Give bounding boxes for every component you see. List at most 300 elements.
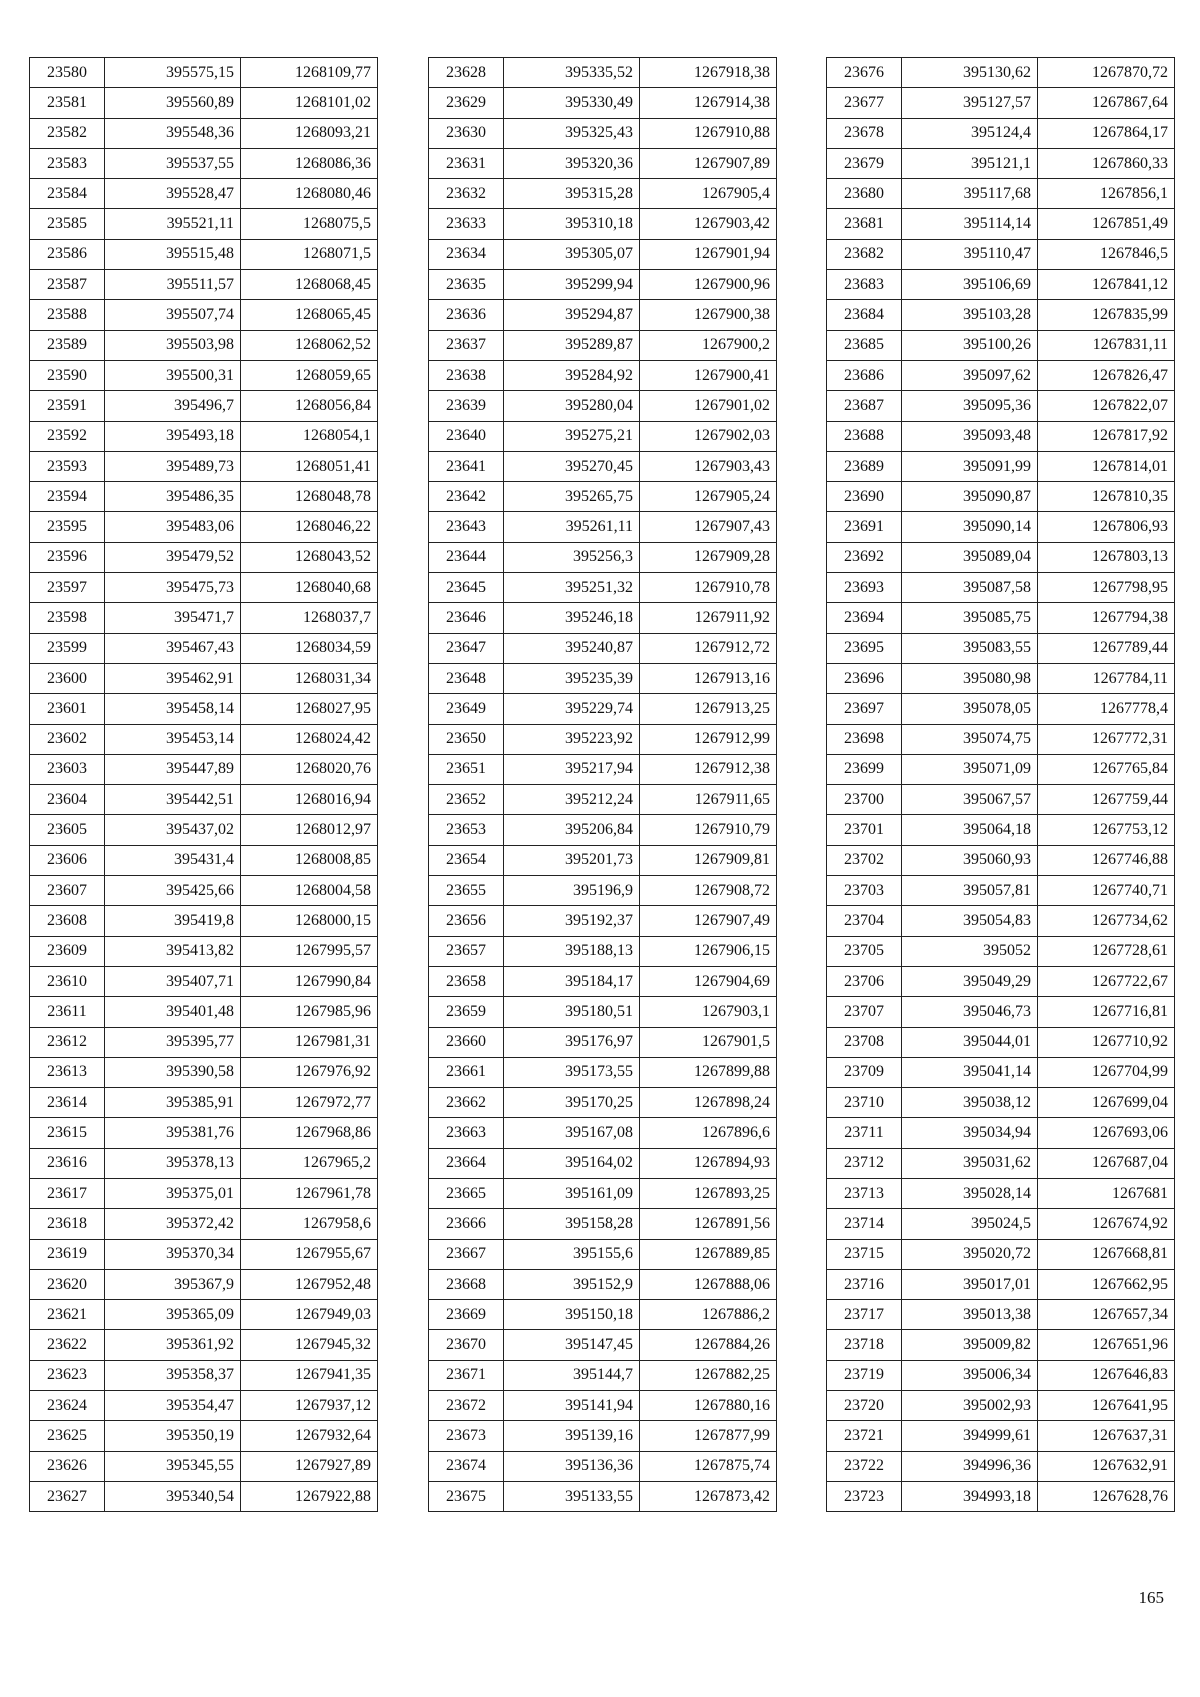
table-row <box>429 1118 777 1148</box>
y-coordinate-cell: 1267893,25 <box>640 1178 777 1208</box>
y-coordinate-cell: 1267699,04 <box>1038 1088 1175 1118</box>
y-coordinate-cell: 1267798,95 <box>1038 573 1175 603</box>
x-coordinate-cell: 395133,55 <box>504 1481 640 1511</box>
y-coordinate-cell: 1268016,94 <box>241 785 378 815</box>
y-coordinate-cell: 1268086,36 <box>241 148 378 178</box>
y-coordinate-cell: 1268080,46 <box>241 179 378 209</box>
table-row <box>429 1421 777 1451</box>
x-coordinate-cell: 395121,1 <box>902 148 1038 178</box>
point-id-cell: 23609 <box>30 936 105 966</box>
point-id-cell: 23590 <box>30 360 105 390</box>
point-id-cell: 23598 <box>30 603 105 633</box>
point-id-cell: 23695 <box>827 633 902 663</box>
x-coordinate-cell: 395413,82 <box>105 936 241 966</box>
point-id-cell: 23615 <box>30 1118 105 1148</box>
x-coordinate-cell: 395395,77 <box>105 1027 241 1057</box>
table-row <box>429 1391 777 1421</box>
x-coordinate-cell: 395378,13 <box>105 1148 241 1178</box>
table-row <box>827 1057 1175 1087</box>
point-id-cell: 23640 <box>429 421 504 451</box>
point-id-cell: 23629 <box>429 88 504 118</box>
table-row <box>429 1057 777 1087</box>
x-coordinate-cell: 395196,9 <box>504 876 640 906</box>
table-row <box>30 209 378 239</box>
x-coordinate-cell: 395437,02 <box>105 815 241 845</box>
y-coordinate-cell: 1267831,11 <box>1038 330 1175 360</box>
point-id-cell: 23659 <box>429 997 504 1027</box>
x-coordinate-cell: 395265,75 <box>504 482 640 512</box>
x-coordinate-cell: 395044,01 <box>902 1027 1038 1057</box>
y-coordinate-cell: 1268046,22 <box>241 512 378 542</box>
x-coordinate-cell: 395521,11 <box>105 209 241 239</box>
point-id-cell: 23581 <box>30 88 105 118</box>
y-coordinate-cell: 1267941,35 <box>241 1360 378 1390</box>
table-row <box>30 179 378 209</box>
point-id-cell: 23665 <box>429 1178 504 1208</box>
point-id-cell: 23622 <box>30 1330 105 1360</box>
x-coordinate-cell: 395475,73 <box>105 573 241 603</box>
table-row <box>429 876 777 906</box>
point-id-cell: 23694 <box>827 603 902 633</box>
table-row <box>827 330 1175 360</box>
y-coordinate-cell: 1267910,78 <box>640 573 777 603</box>
x-coordinate-cell: 395064,18 <box>902 815 1038 845</box>
table-row <box>827 724 1175 754</box>
point-id-cell: 23703 <box>827 876 902 906</box>
point-id-cell: 23647 <box>429 633 504 663</box>
coordinate-table-3 <box>826 57 1175 1512</box>
point-id-cell: 23708 <box>827 1027 902 1057</box>
point-id-cell: 23701 <box>827 815 902 845</box>
y-coordinate-cell: 1267668,81 <box>1038 1239 1175 1269</box>
point-id-cell: 23634 <box>429 239 504 269</box>
table-row <box>827 1118 1175 1148</box>
point-id-cell: 23679 <box>827 148 902 178</box>
y-coordinate-cell: 1267901,5 <box>640 1027 777 1057</box>
x-coordinate-cell: 395575,15 <box>105 58 241 88</box>
x-coordinate-cell: 395335,52 <box>504 58 640 88</box>
x-coordinate-cell: 395155,6 <box>504 1239 640 1269</box>
table-row <box>429 542 777 572</box>
y-coordinate-cell: 1267835,99 <box>1038 300 1175 330</box>
x-coordinate-cell: 395447,89 <box>105 754 241 784</box>
table-row <box>30 1057 378 1087</box>
table-row <box>827 239 1175 269</box>
x-coordinate-cell: 395052 <box>902 936 1038 966</box>
point-id-cell: 23584 <box>30 179 105 209</box>
table-row <box>30 1300 378 1330</box>
point-id-cell: 23673 <box>429 1421 504 1451</box>
x-coordinate-cell: 395489,73 <box>105 451 241 481</box>
table-row <box>827 1088 1175 1118</box>
point-id-cell: 23722 <box>827 1451 902 1481</box>
x-coordinate-cell: 395054,83 <box>902 906 1038 936</box>
x-coordinate-cell: 395074,75 <box>902 724 1038 754</box>
y-coordinate-cell: 1267912,38 <box>640 754 777 784</box>
point-id-cell: 23599 <box>30 633 105 663</box>
table-row <box>30 88 378 118</box>
table-row <box>30 906 378 936</box>
y-coordinate-cell: 1268034,59 <box>241 633 378 663</box>
x-coordinate-cell: 395361,92 <box>105 1330 241 1360</box>
x-coordinate-cell: 395548,36 <box>105 118 241 148</box>
x-coordinate-cell: 395176,97 <box>504 1027 640 1057</box>
point-id-cell: 23676 <box>827 58 902 88</box>
point-id-cell: 23678 <box>827 118 902 148</box>
y-coordinate-cell: 1268004,58 <box>241 876 378 906</box>
point-id-cell: 23614 <box>30 1088 105 1118</box>
y-coordinate-cell: 1267710,92 <box>1038 1027 1175 1057</box>
point-id-cell: 23653 <box>429 815 504 845</box>
y-coordinate-cell: 1267789,44 <box>1038 633 1175 663</box>
table-row <box>429 573 777 603</box>
y-coordinate-cell: 1268056,84 <box>241 391 378 421</box>
table-row <box>827 148 1175 178</box>
point-id-cell: 23707 <box>827 997 902 1027</box>
y-coordinate-cell: 1268027,95 <box>241 694 378 724</box>
table-row <box>429 1027 777 1057</box>
y-coordinate-cell: 1268059,65 <box>241 360 378 390</box>
point-id-cell: 23718 <box>827 1330 902 1360</box>
x-coordinate-cell: 395049,29 <box>902 966 1038 996</box>
table-row <box>30 966 378 996</box>
table-row <box>30 360 378 390</box>
x-coordinate-cell: 395467,43 <box>105 633 241 663</box>
point-id-cell: 23587 <box>30 270 105 300</box>
y-coordinate-cell: 1267817,92 <box>1038 421 1175 451</box>
x-coordinate-cell: 395280,04 <box>504 391 640 421</box>
table-row <box>429 1239 777 1269</box>
y-coordinate-cell: 1267877,99 <box>640 1421 777 1451</box>
x-coordinate-cell: 395294,87 <box>504 300 640 330</box>
table-row <box>429 724 777 754</box>
table-row <box>429 936 777 966</box>
point-id-cell: 23643 <box>429 512 504 542</box>
x-coordinate-cell: 395381,76 <box>105 1118 241 1148</box>
x-coordinate-cell: 395479,52 <box>105 542 241 572</box>
x-coordinate-cell: 395365,09 <box>105 1300 241 1330</box>
x-coordinate-cell: 395184,17 <box>504 966 640 996</box>
x-coordinate-cell: 395496,7 <box>105 391 241 421</box>
y-coordinate-cell: 1267759,44 <box>1038 785 1175 815</box>
table-row <box>827 633 1175 663</box>
table-row <box>30 239 378 269</box>
point-id-cell: 23636 <box>429 300 504 330</box>
point-id-cell: 23654 <box>429 845 504 875</box>
x-coordinate-cell: 395057,81 <box>902 876 1038 906</box>
y-coordinate-cell: 1267841,12 <box>1038 270 1175 300</box>
point-id-cell: 23639 <box>429 391 504 421</box>
x-coordinate-cell: 395114,14 <box>902 209 1038 239</box>
point-id-cell: 23683 <box>827 270 902 300</box>
y-coordinate-cell: 1267907,49 <box>640 906 777 936</box>
y-coordinate-cell: 1267911,65 <box>640 785 777 815</box>
table-row <box>827 451 1175 481</box>
x-coordinate-cell: 395173,55 <box>504 1057 640 1087</box>
point-id-cell: 23591 <box>30 391 105 421</box>
y-coordinate-cell: 1267909,81 <box>640 845 777 875</box>
point-id-cell: 23650 <box>429 724 504 754</box>
y-coordinate-cell: 1268068,45 <box>241 270 378 300</box>
table-row <box>827 694 1175 724</box>
x-coordinate-cell: 395164,02 <box>504 1148 640 1178</box>
table-row <box>429 966 777 996</box>
x-coordinate-cell: 395330,49 <box>504 88 640 118</box>
y-coordinate-cell: 1267662,95 <box>1038 1269 1175 1299</box>
x-coordinate-cell: 395087,58 <box>902 573 1038 603</box>
table-row <box>429 300 777 330</box>
table-row <box>30 58 378 88</box>
y-coordinate-cell: 1267932,64 <box>241 1421 378 1451</box>
x-coordinate-cell: 395305,07 <box>504 239 640 269</box>
x-coordinate-cell: 395067,57 <box>902 785 1038 815</box>
point-id-cell: 23649 <box>429 694 504 724</box>
x-coordinate-cell: 395528,47 <box>105 179 241 209</box>
x-coordinate-cell: 395002,93 <box>902 1391 1038 1421</box>
x-coordinate-cell: 395493,18 <box>105 421 241 451</box>
y-coordinate-cell: 1267826,47 <box>1038 360 1175 390</box>
point-id-cell: 23611 <box>30 997 105 1027</box>
table-row <box>429 1300 777 1330</box>
table-row <box>827 1300 1175 1330</box>
x-coordinate-cell: 395139,16 <box>504 1421 640 1451</box>
point-id-cell: 23688 <box>827 421 902 451</box>
x-coordinate-cell: 395390,58 <box>105 1057 241 1087</box>
point-id-cell: 23582 <box>30 118 105 148</box>
point-id-cell: 23605 <box>30 815 105 845</box>
x-coordinate-cell: 395206,84 <box>504 815 640 845</box>
x-coordinate-cell: 395537,55 <box>105 148 241 178</box>
table-row <box>30 1118 378 1148</box>
point-id-cell: 23593 <box>30 451 105 481</box>
y-coordinate-cell: 1267657,34 <box>1038 1300 1175 1330</box>
point-id-cell: 23661 <box>429 1057 504 1087</box>
x-coordinate-cell: 395009,82 <box>902 1330 1038 1360</box>
y-coordinate-cell: 1268031,34 <box>241 663 378 693</box>
x-coordinate-cell: 395486,35 <box>105 482 241 512</box>
y-coordinate-cell: 1268071,5 <box>241 239 378 269</box>
table-row <box>429 148 777 178</box>
x-coordinate-cell: 395130,62 <box>902 58 1038 88</box>
y-coordinate-cell: 1267922,88 <box>241 1481 378 1511</box>
y-coordinate-cell: 1267674,92 <box>1038 1209 1175 1239</box>
y-coordinate-cell: 1267889,85 <box>640 1239 777 1269</box>
x-coordinate-cell: 395147,45 <box>504 1330 640 1360</box>
table-row <box>827 1027 1175 1057</box>
y-coordinate-cell: 1267913,16 <box>640 663 777 693</box>
y-coordinate-cell: 1267903,43 <box>640 451 777 481</box>
table-row <box>429 118 777 148</box>
point-id-cell: 23709 <box>827 1057 902 1087</box>
x-coordinate-cell: 395090,87 <box>902 482 1038 512</box>
x-coordinate-cell: 395192,37 <box>504 906 640 936</box>
y-coordinate-cell: 1267900,96 <box>640 270 777 300</box>
point-id-cell: 23597 <box>30 573 105 603</box>
point-id-cell: 23662 <box>429 1088 504 1118</box>
x-coordinate-cell: 394996,36 <box>902 1451 1038 1481</box>
table-row <box>30 1209 378 1239</box>
x-coordinate-cell: 395320,36 <box>504 148 640 178</box>
x-coordinate-cell: 395100,26 <box>902 330 1038 360</box>
table-row <box>827 845 1175 875</box>
point-id-cell: 23583 <box>30 148 105 178</box>
point-id-cell: 23712 <box>827 1148 902 1178</box>
y-coordinate-cell: 1267864,17 <box>1038 118 1175 148</box>
table-row <box>30 1178 378 1208</box>
x-coordinate-cell: 395511,57 <box>105 270 241 300</box>
table-row <box>827 179 1175 209</box>
y-coordinate-cell: 1268037,7 <box>241 603 378 633</box>
table-row <box>30 997 378 1027</box>
point-id-cell: 23628 <box>429 58 504 88</box>
point-id-cell: 23603 <box>30 754 105 784</box>
table-row <box>30 512 378 542</box>
y-coordinate-cell: 1267740,71 <box>1038 876 1175 906</box>
table-row <box>827 1451 1175 1481</box>
x-coordinate-cell: 395425,66 <box>105 876 241 906</box>
table-row <box>30 1239 378 1269</box>
point-id-cell: 23656 <box>429 906 504 936</box>
y-coordinate-cell: 1267912,99 <box>640 724 777 754</box>
table-row <box>827 876 1175 906</box>
point-id-cell: 23700 <box>827 785 902 815</box>
x-coordinate-cell: 395483,06 <box>105 512 241 542</box>
x-coordinate-cell: 395144,7 <box>504 1360 640 1390</box>
x-coordinate-cell: 395261,11 <box>504 512 640 542</box>
point-id-cell: 23715 <box>827 1239 902 1269</box>
point-id-cell: 23719 <box>827 1360 902 1390</box>
y-coordinate-cell: 1267900,2 <box>640 330 777 360</box>
y-coordinate-cell: 1267990,84 <box>241 966 378 996</box>
point-id-cell: 23668 <box>429 1269 504 1299</box>
point-id-cell: 23651 <box>429 754 504 784</box>
x-coordinate-cell: 395503,98 <box>105 330 241 360</box>
table-row <box>827 1481 1175 1511</box>
point-id-cell: 23602 <box>30 724 105 754</box>
y-coordinate-cell: 1267687,04 <box>1038 1148 1175 1178</box>
y-coordinate-cell: 1268008,85 <box>241 845 378 875</box>
y-coordinate-cell: 1267894,93 <box>640 1148 777 1178</box>
point-id-cell: 23723 <box>827 1481 902 1511</box>
table-row <box>30 1481 378 1511</box>
x-coordinate-cell: 395407,71 <box>105 966 241 996</box>
y-coordinate-cell: 1268054,1 <box>241 421 378 451</box>
x-coordinate-cell: 395256,3 <box>504 542 640 572</box>
y-coordinate-cell: 1267995,57 <box>241 936 378 966</box>
point-id-cell: 23648 <box>429 663 504 693</box>
x-coordinate-cell: 395251,32 <box>504 573 640 603</box>
point-id-cell: 23670 <box>429 1330 504 1360</box>
y-coordinate-cell: 1267909,28 <box>640 542 777 572</box>
coordinate-table-1 <box>29 57 378 1512</box>
page-number: 165 <box>1138 1588 1164 1607</box>
y-coordinate-cell: 1267910,88 <box>640 118 777 148</box>
table-row <box>429 88 777 118</box>
y-coordinate-cell: 1267907,89 <box>640 148 777 178</box>
y-coordinate-cell: 1267918,38 <box>640 58 777 88</box>
x-coordinate-cell: 394999,61 <box>902 1421 1038 1451</box>
point-id-cell: 23621 <box>30 1300 105 1330</box>
table-row <box>30 663 378 693</box>
point-id-cell: 23613 <box>30 1057 105 1087</box>
x-coordinate-cell: 395453,14 <box>105 724 241 754</box>
x-coordinate-cell: 395315,28 <box>504 179 640 209</box>
point-id-cell: 23687 <box>827 391 902 421</box>
table-row <box>429 633 777 663</box>
x-coordinate-cell: 395310,18 <box>504 209 640 239</box>
table-row <box>30 1027 378 1057</box>
y-coordinate-cell: 1268040,68 <box>241 573 378 603</box>
table-row <box>827 906 1175 936</box>
point-id-cell: 23697 <box>827 694 902 724</box>
y-coordinate-cell: 1267902,03 <box>640 421 777 451</box>
y-coordinate-cell: 1268000,15 <box>241 906 378 936</box>
point-id-cell: 23664 <box>429 1148 504 1178</box>
x-coordinate-cell: 395150,18 <box>504 1300 640 1330</box>
x-coordinate-cell: 395085,75 <box>902 603 1038 633</box>
x-coordinate-cell: 395462,91 <box>105 663 241 693</box>
point-id-cell: 23652 <box>429 785 504 815</box>
point-id-cell: 23625 <box>30 1421 105 1451</box>
point-id-cell: 23680 <box>827 179 902 209</box>
table-row <box>827 88 1175 118</box>
point-id-cell: 23705 <box>827 936 902 966</box>
point-id-cell: 23655 <box>429 876 504 906</box>
table-row <box>827 1421 1175 1451</box>
table-row <box>30 542 378 572</box>
point-id-cell: 23674 <box>429 1451 504 1481</box>
y-coordinate-cell: 1268051,41 <box>241 451 378 481</box>
point-id-cell: 23716 <box>827 1269 902 1299</box>
table-row <box>30 1269 378 1299</box>
table-row <box>827 300 1175 330</box>
point-id-cell: 23699 <box>827 754 902 784</box>
table-row <box>30 724 378 754</box>
x-coordinate-cell: 395372,42 <box>105 1209 241 1239</box>
y-coordinate-cell: 1267734,62 <box>1038 906 1175 936</box>
x-coordinate-cell: 395006,34 <box>902 1360 1038 1390</box>
table-row <box>827 482 1175 512</box>
point-id-cell: 23686 <box>827 360 902 390</box>
y-coordinate-cell: 1267753,12 <box>1038 815 1175 845</box>
point-id-cell: 23684 <box>827 300 902 330</box>
table-row <box>827 785 1175 815</box>
table-row <box>30 815 378 845</box>
point-id-cell: 23630 <box>429 118 504 148</box>
table-row <box>429 421 777 451</box>
y-coordinate-cell: 1267898,24 <box>640 1088 777 1118</box>
y-coordinate-cell: 1267856,1 <box>1038 179 1175 209</box>
x-coordinate-cell: 395103,28 <box>902 300 1038 330</box>
x-coordinate-cell: 395038,12 <box>902 1088 1038 1118</box>
y-coordinate-cell: 1268065,45 <box>241 300 378 330</box>
y-coordinate-cell: 1267927,89 <box>241 1451 378 1481</box>
table-row <box>429 997 777 1027</box>
point-id-cell: 23618 <box>30 1209 105 1239</box>
table-row <box>429 663 777 693</box>
y-coordinate-cell: 1267716,81 <box>1038 997 1175 1027</box>
table-row <box>827 663 1175 693</box>
table-row <box>429 1088 777 1118</box>
y-coordinate-cell: 1267937,12 <box>241 1391 378 1421</box>
x-coordinate-cell: 395180,51 <box>504 997 640 1027</box>
point-id-cell: 23704 <box>827 906 902 936</box>
y-coordinate-cell: 1268024,42 <box>241 724 378 754</box>
y-coordinate-cell: 1268101,02 <box>241 88 378 118</box>
table-row <box>429 754 777 784</box>
y-coordinate-cell: 1267728,61 <box>1038 936 1175 966</box>
table-row <box>429 1330 777 1360</box>
